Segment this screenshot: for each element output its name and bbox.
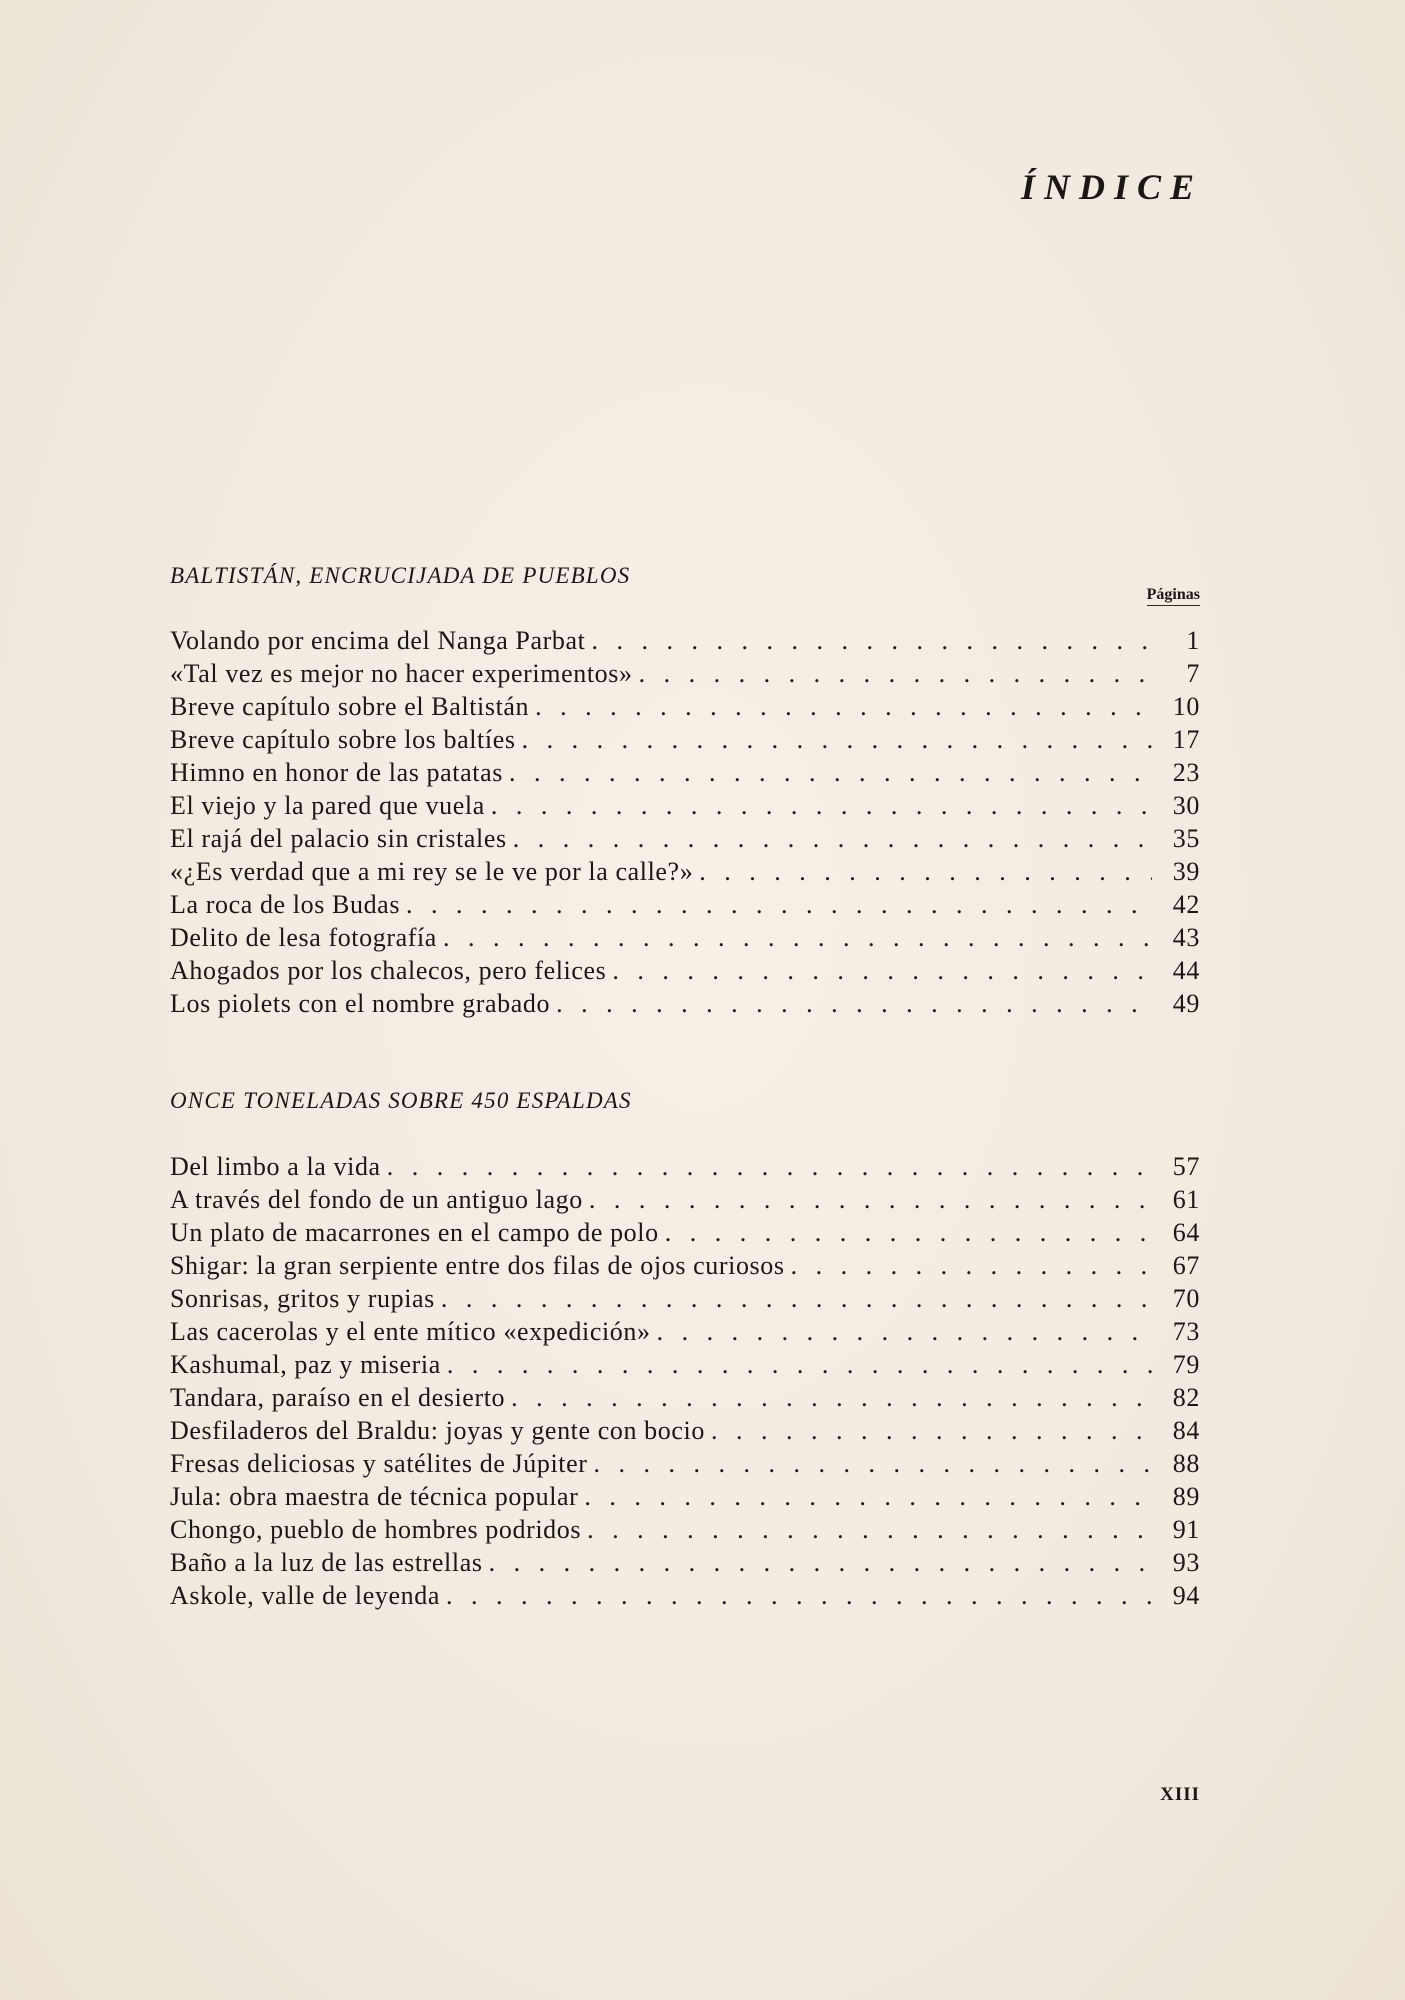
toc-entry-title: Tandara, paraíso en el desierto bbox=[170, 1383, 506, 1412]
toc-entry-page: 84 bbox=[1172, 1416, 1200, 1445]
toc-entry-title: Breve capítulo sobre el Baltistán bbox=[170, 692, 530, 721]
dot-leader bbox=[556, 987, 1152, 1020]
toc-list bbox=[170, 624, 1200, 1020]
dot-leader bbox=[594, 1447, 1152, 1480]
toc-entry-title: Askole, valle de leyenda bbox=[170, 1581, 440, 1610]
toc-entry-title: Las cacerolas y el ente mítico «expedición» bbox=[170, 1317, 651, 1346]
toc-entry-title: Shigar: la gran serpiente entre dos filas de ojos curiosos bbox=[170, 1251, 785, 1280]
dot-leader bbox=[584, 1480, 1152, 1513]
toc-entry bbox=[170, 1348, 1200, 1381]
toc-entry-page: 57 bbox=[1172, 1152, 1200, 1181]
section-title: ONCE TONELADAS SOBRE 450 ESPALDAS bbox=[170, 1088, 632, 1113]
toc-entry bbox=[170, 1150, 1200, 1183]
toc-entry bbox=[170, 789, 1200, 822]
toc-entry bbox=[170, 1447, 1200, 1480]
toc-entry-page: 67 bbox=[1172, 1251, 1200, 1280]
toc-entry-title: Volando por encima del Nanga Parbat bbox=[170, 626, 586, 655]
toc-entry-title: «¿Es verdad que a mi rey se le ve por la calle?» bbox=[170, 857, 694, 886]
toc-entry bbox=[170, 855, 1200, 888]
dot-leader bbox=[443, 921, 1152, 954]
toc-entry-title: Breve capítulo sobre los baltíes bbox=[170, 725, 516, 754]
dot-leader bbox=[511, 1381, 1152, 1414]
toc-entry bbox=[170, 987, 1200, 1020]
toc-entry bbox=[170, 1480, 1200, 1513]
toc-entry-title: Baño a la luz de las estrellas bbox=[170, 1548, 483, 1577]
toc-entry-title: «Tal vez es mejor no hacer experimentos» bbox=[170, 659, 633, 688]
toc-entry-page: 93 bbox=[1172, 1548, 1200, 1577]
toc-entry-page: 35 bbox=[1172, 824, 1200, 853]
toc-entry-title: La roca de los Budas bbox=[170, 890, 401, 919]
toc-entry bbox=[170, 1249, 1200, 1282]
section-title: BALTISTÁN, ENCRUCIJADA DE PUEBLOS bbox=[170, 563, 631, 588]
toc-entry-page: 61 bbox=[1172, 1185, 1200, 1214]
toc-entry bbox=[170, 1315, 1200, 1348]
toc-entry-page: 88 bbox=[1172, 1449, 1200, 1478]
dot-leader bbox=[589, 1183, 1152, 1216]
toc-entry-page: 30 bbox=[1172, 791, 1200, 820]
toc-entry-page: 79 bbox=[1172, 1350, 1200, 1379]
page-title: ÍNDICE bbox=[1020, 167, 1203, 207]
toc-entry-page: 70 bbox=[1172, 1284, 1200, 1313]
toc-entry-page: 17 bbox=[1172, 725, 1200, 754]
toc-entry-page: 82 bbox=[1172, 1383, 1200, 1412]
toc-entry bbox=[170, 888, 1200, 921]
dot-leader bbox=[535, 690, 1152, 723]
toc-entry bbox=[170, 822, 1200, 855]
toc-entry-page: 73 bbox=[1172, 1317, 1200, 1346]
dot-leader bbox=[513, 822, 1152, 855]
toc-entry-title: Los piolets con el nombre grabado bbox=[170, 989, 551, 1018]
toc-entry-title: Jula: obra maestra de técnica popular bbox=[170, 1482, 579, 1511]
toc-entry bbox=[170, 1546, 1200, 1579]
toc-entry-page: 44 bbox=[1172, 956, 1200, 985]
toc-entry-page: 1 bbox=[1186, 626, 1200, 655]
toc-entry-page: 7 bbox=[1186, 659, 1200, 688]
toc-entry-page: 89 bbox=[1172, 1482, 1200, 1511]
dot-leader bbox=[387, 1150, 1152, 1183]
dot-leader bbox=[489, 1546, 1152, 1579]
toc-entry-page: 64 bbox=[1172, 1218, 1200, 1247]
toc-entry-title: A través del fondo de un antiguo lago bbox=[170, 1185, 583, 1214]
dot-leader bbox=[612, 954, 1152, 987]
toc-entry-page: 39 bbox=[1172, 857, 1200, 886]
dot-leader bbox=[446, 1579, 1152, 1612]
dot-leader bbox=[665, 1216, 1152, 1249]
dot-leader bbox=[447, 1348, 1152, 1381]
toc-entry bbox=[170, 1414, 1200, 1447]
pages-column-label: Páginas bbox=[1147, 586, 1200, 606]
toc-entry-title: Chongo, pueblo de hombres podridos bbox=[170, 1515, 582, 1544]
toc-entry bbox=[170, 954, 1200, 987]
dot-leader bbox=[509, 756, 1152, 789]
toc-entry-title: Sonrisas, gritos y rupias bbox=[170, 1284, 435, 1313]
toc-entry-title: Kashumal, paz y miseria bbox=[170, 1350, 441, 1379]
toc-entry-title: Desfiladeros del Braldu: joyas y gente con bocio bbox=[170, 1416, 705, 1445]
toc-entry-title: Fresas deliciosas y satélites de Júpiter bbox=[170, 1449, 588, 1478]
dot-leader bbox=[441, 1282, 1152, 1315]
toc-entry-title: Delito de lesa fotografía bbox=[170, 923, 437, 952]
toc-entry bbox=[170, 723, 1200, 756]
dot-leader bbox=[406, 888, 1152, 921]
dot-leader bbox=[587, 1513, 1152, 1546]
dot-leader bbox=[657, 1315, 1152, 1348]
toc-entry-title: Ahogados por los chalecos, pero felices bbox=[170, 956, 607, 985]
dot-leader bbox=[522, 723, 1152, 756]
page-number: XIII bbox=[1160, 1784, 1200, 1805]
toc-entry bbox=[170, 921, 1200, 954]
toc-entry bbox=[170, 1282, 1200, 1315]
toc-entry bbox=[170, 1579, 1200, 1612]
dot-leader bbox=[591, 624, 1152, 657]
toc-entry-title: Del limbo a la vida bbox=[170, 1152, 381, 1181]
dot-leader bbox=[639, 657, 1152, 690]
toc-entry bbox=[170, 1183, 1200, 1216]
toc-entry bbox=[170, 1513, 1200, 1546]
dot-leader bbox=[791, 1249, 1152, 1282]
toc-entry-page: 49 bbox=[1172, 989, 1200, 1018]
toc-entry bbox=[170, 657, 1200, 690]
toc-entry-title: Un plato de macarrones en el campo de polo bbox=[170, 1218, 659, 1247]
toc-entry-page: 91 bbox=[1172, 1515, 1200, 1544]
dot-leader bbox=[699, 855, 1152, 888]
toc-entry-title: El rajá del palacio sin cristales bbox=[170, 824, 507, 853]
toc-entry-page: 10 bbox=[1172, 692, 1200, 721]
toc-entry bbox=[170, 690, 1200, 723]
toc-entry bbox=[170, 1381, 1200, 1414]
toc-entry bbox=[170, 1216, 1200, 1249]
toc-entry bbox=[170, 624, 1200, 657]
toc-entry-title: Himno en honor de las patatas bbox=[170, 758, 503, 787]
toc-entry-title: El viejo y la pared que vuela bbox=[170, 791, 485, 820]
toc-entry-page: 42 bbox=[1172, 890, 1200, 919]
dot-leader bbox=[491, 789, 1152, 822]
toc-entry-page: 94 bbox=[1172, 1581, 1200, 1610]
dot-leader bbox=[711, 1414, 1152, 1447]
toc-entry-page: 43 bbox=[1172, 923, 1200, 952]
toc-list bbox=[170, 1150, 1200, 1612]
toc-entry bbox=[170, 756, 1200, 789]
toc-entry-page: 23 bbox=[1172, 758, 1200, 787]
